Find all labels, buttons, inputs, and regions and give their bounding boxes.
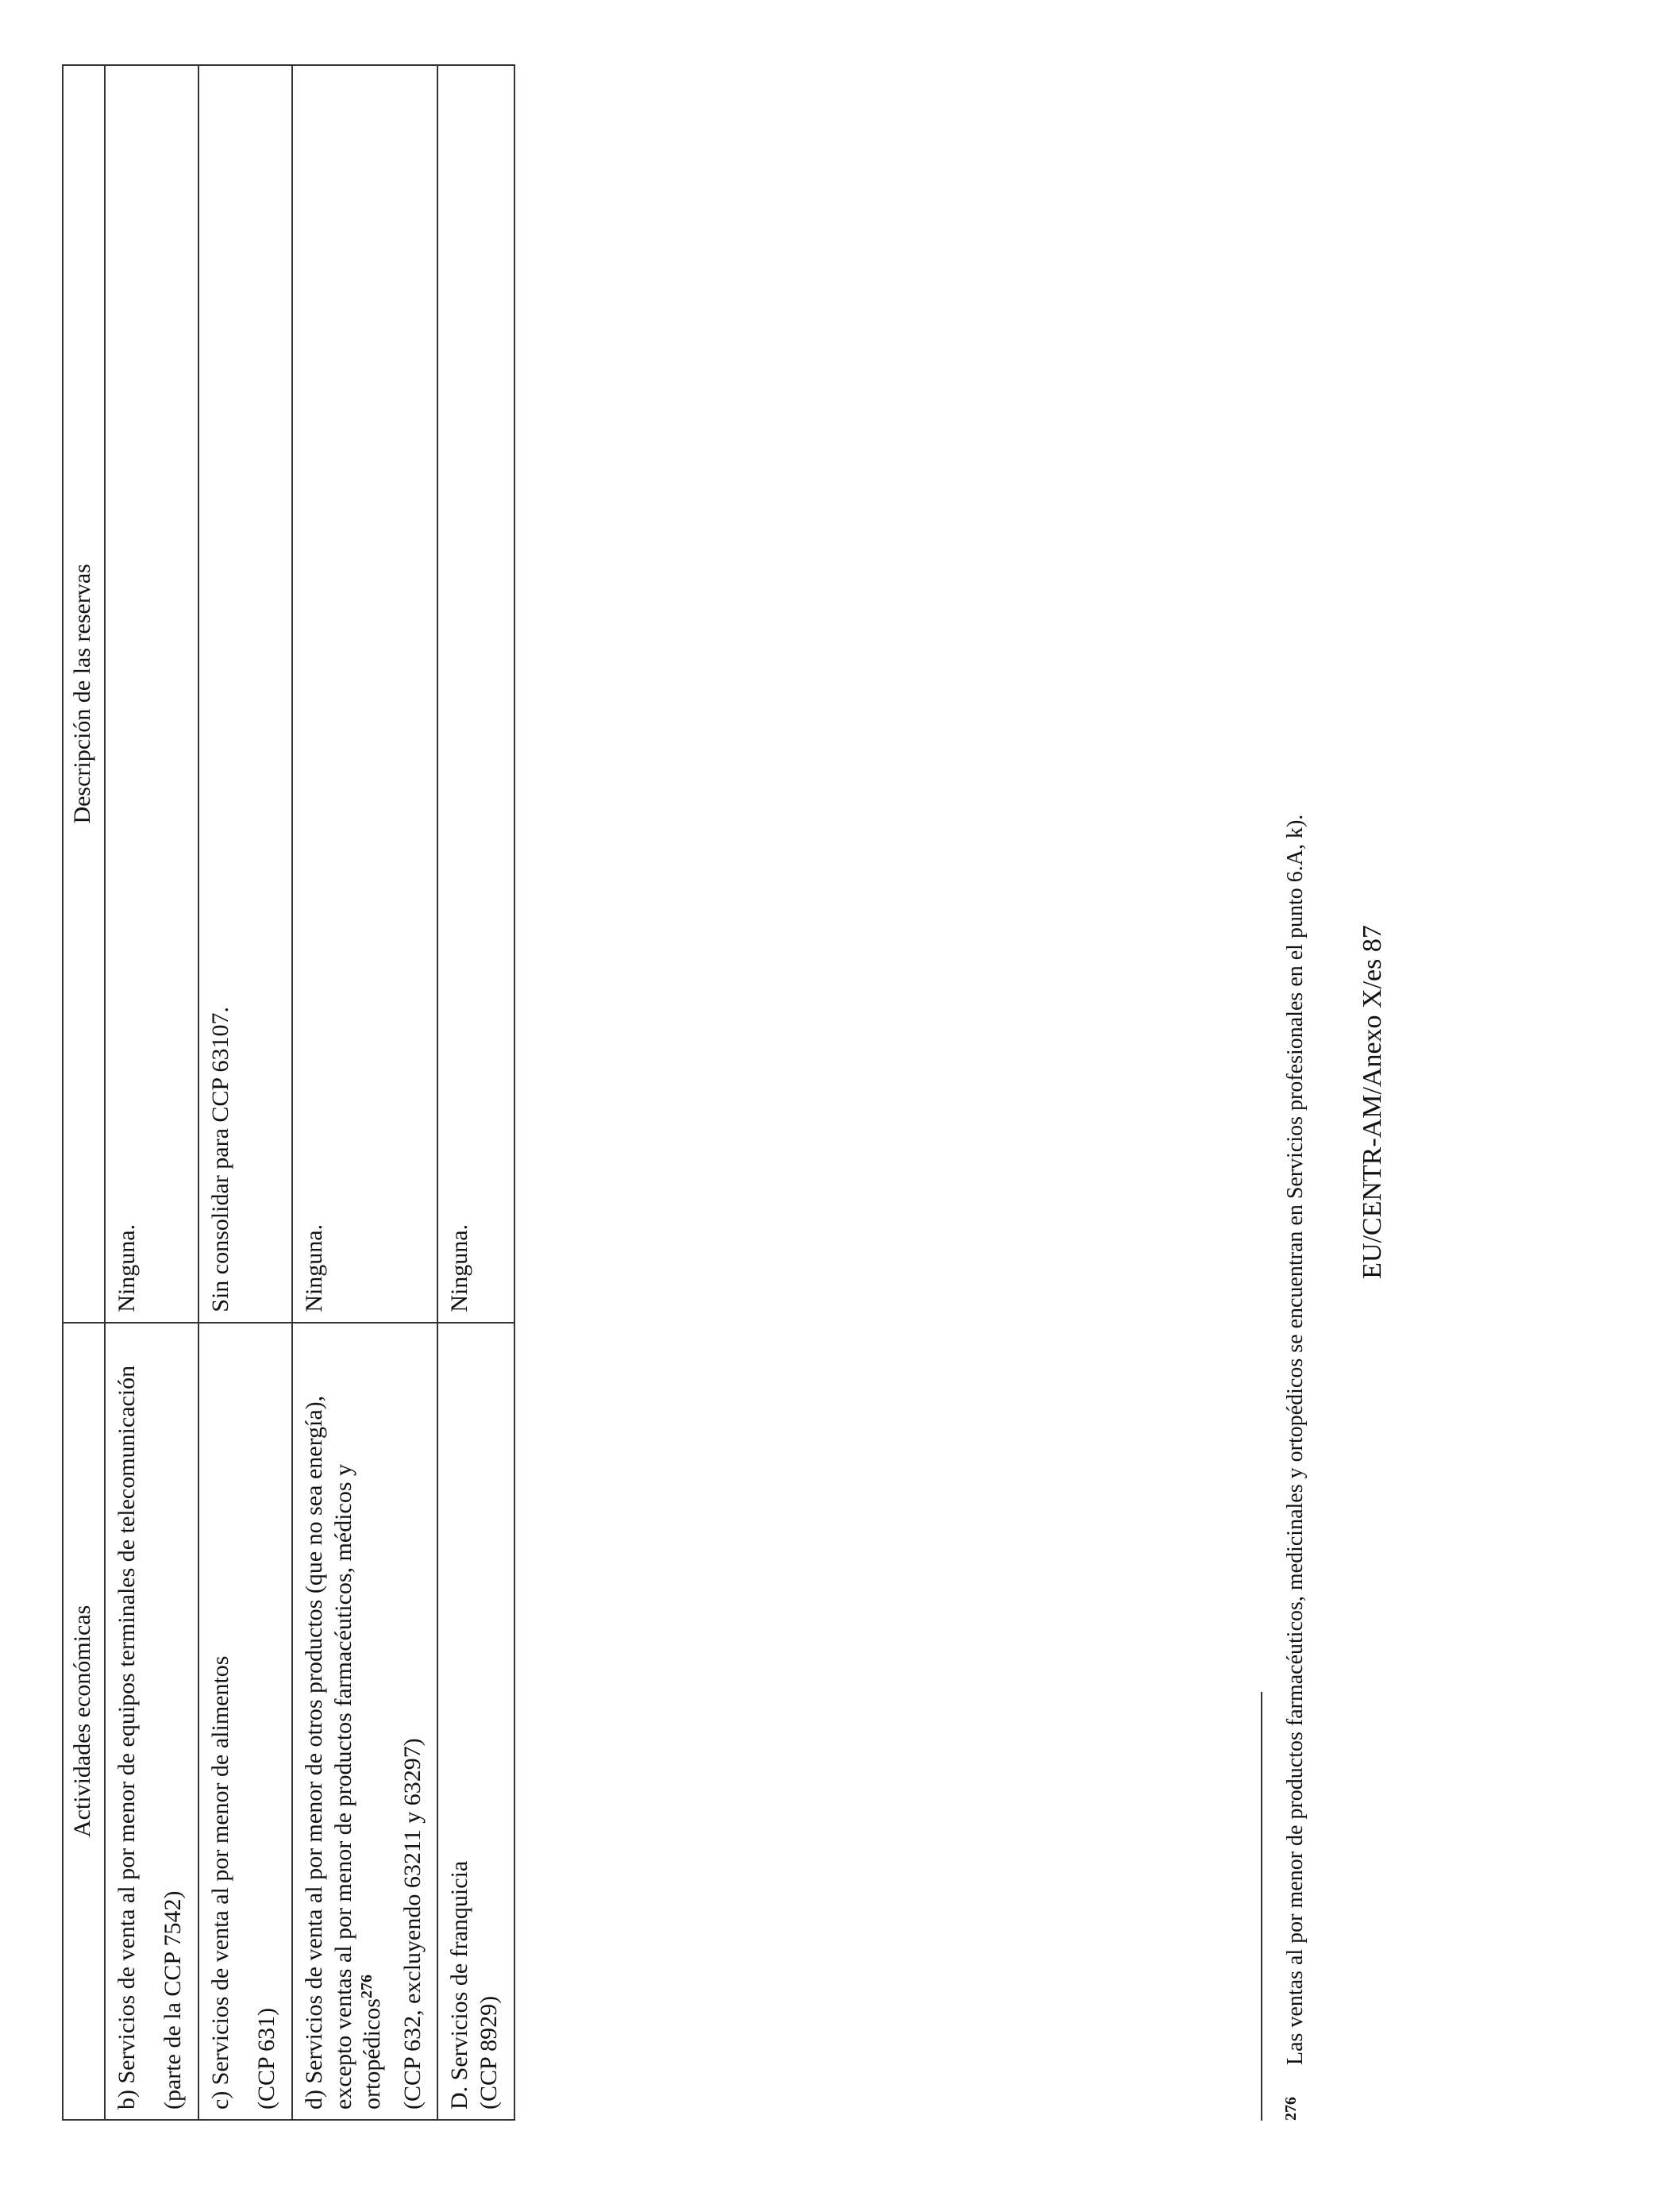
table-row [292, 65, 437, 2120]
reservations-table [62, 64, 515, 2121]
activity-text: D. Servicios de franquicia [446, 1860, 473, 2110]
footnote-separator [1261, 1692, 1262, 2121]
activity-text: b) Servicios de venta al por menor de equipos terminales de telecomunicación [113, 1365, 140, 2110]
description-cell: Ninguna. [105, 65, 198, 1323]
description-cell: Ninguna. [292, 65, 437, 1323]
activity-cell [292, 1323, 437, 2120]
footnote-reference[interactable]: 276 [358, 1975, 376, 1999]
activity-code: (parte de la CCP 7542) [160, 1890, 187, 2110]
footnote-number: 276 [1282, 2097, 1300, 2121]
table-row [198, 65, 292, 2120]
activity-text: c) Servicios de venta al por menor de alimentos [206, 1655, 233, 2110]
header-activities: Actividades económicas [63, 1323, 105, 2120]
footnote [1282, 136, 1308, 2121]
footnote-text: Las ventas al por menor de productos farmacéuticos, medicinales y ortopédicos se encuentran en Servicios profesionales en el punto 6.A, k). [1283, 814, 1308, 2065]
description-cell: Ninguna. [437, 65, 514, 1323]
activity-text: d) Servicios de venta al por menor de otros productos (que no sea energía), excepto ventas al por menor de productos farmacéuticos, médicos y ortopédicos [300, 1395, 386, 2110]
activity-cell [198, 1323, 292, 2120]
page-reference: EU/CENTR-AM/Anexo X/es 87 [1358, 925, 1387, 1279]
table-row [437, 65, 514, 2120]
activity-code: (CCP 8929) [475, 1995, 502, 2110]
table-header-row [63, 65, 105, 2120]
activity-code: (CCP 631) [253, 2007, 280, 2110]
table-row [105, 65, 198, 2120]
activity-code: (CCP 632, excluyendo 63211 y 63297) [399, 1738, 426, 2110]
activity-cell [437, 1323, 514, 2120]
description-cell: Sin consolidar para CCP 63107. [198, 65, 292, 1323]
header-description: Descripción de las reservas [63, 65, 105, 1323]
activity-cell [105, 1323, 198, 2120]
